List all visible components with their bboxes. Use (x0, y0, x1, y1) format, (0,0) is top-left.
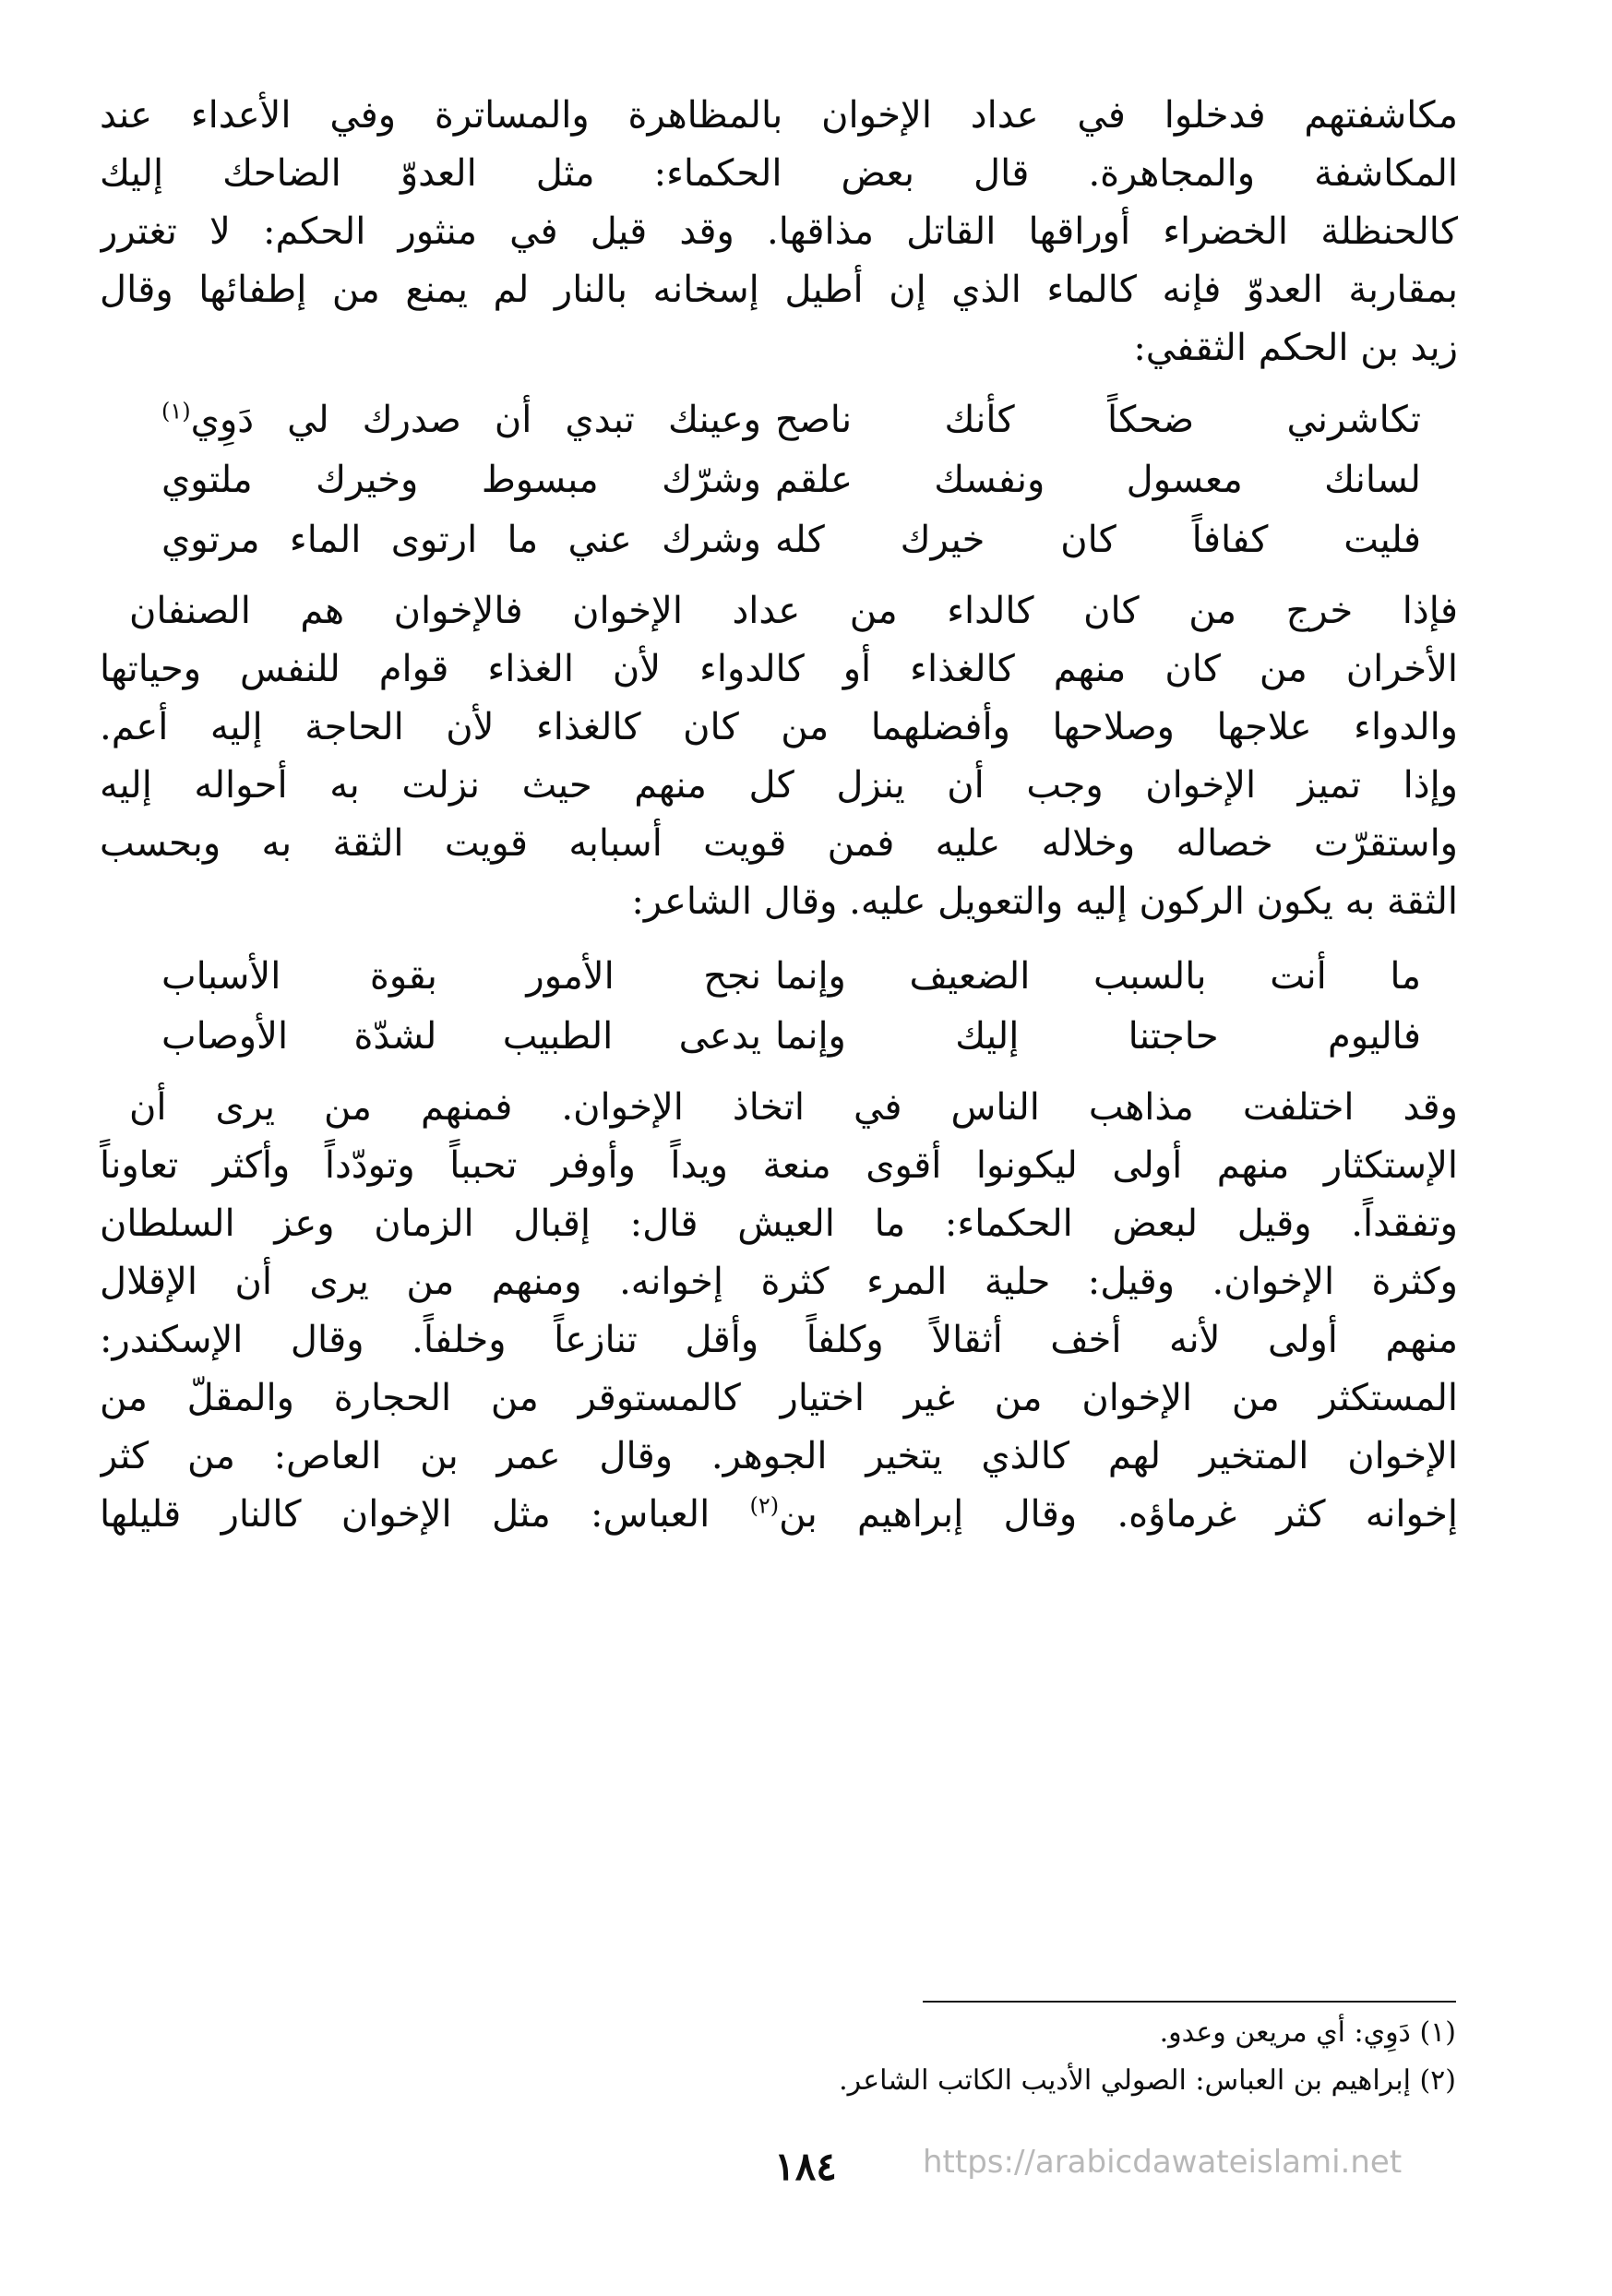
line-text: العباس: مثل الإخوان كالنار قليلها (100, 1493, 750, 1536)
verse-first-half: ما أنت بالسبب الضعيف وإنما (775, 955, 1421, 998)
paragraph-line: كالحنظلة الخضراء أوراقها القاتل مذاقها. وقد قيل في منثور الحكم: لا تغترر (100, 210, 1458, 253)
paragraph-line: المستكثر من الإخوان من غير اختيار كالمستوقر من الحجارة والمقلّ من (100, 1377, 1458, 1419)
paragraph-line: مكاشفتهم فدخلوا في عداد الإخوان بالمظاهرة والمساترة وفي الأعداء عند (100, 94, 1458, 137)
footnote-marker: (١) (161, 398, 191, 425)
page-number: ١٨٤ (774, 2144, 837, 2189)
paragraph-line: فإذا خرج من كان كالداء من عداد الإخوان فالإخوان هم الصنفان (129, 590, 1458, 632)
verse-second-half: نجح الأمور بقوة الأسباب (161, 955, 761, 998)
paragraph-line: واستقرّت خصاله وخلاله عليه فمن قويت أسبابه قويت الثقة به وبحسب (100, 822, 1458, 865)
paragraph-line: الأخران من كان منهم كالغذاء أو كالدواء لأن الغذاء قوام للنفس وحياتها (100, 648, 1458, 690)
footnote-divider (923, 2001, 1456, 2003)
verse-first-half: لسانك معسول ونفسك علقم (775, 459, 1421, 501)
verse-second-half: يدعى الطبيب لشدّة الأوصاب (161, 1015, 761, 1058)
paragraph-line: وكثرة الإخوان. وقيل: حلية المرء كثرة إخوانه. ومنهم من يرى أن الإقلال (100, 1261, 1458, 1303)
paragraph-line: منهم أولى لأنه أخف أثقالاً وكلفاً وأقل تنازعاً وخلفاً. وقال الإسكندر: (100, 1319, 1458, 1361)
paragraph-line: وقد اختلفت مذاهب الناس في اتخاذ الإخوان. فمنهم من يرى أن (129, 1086, 1458, 1129)
footnote: (٢) إبراهيم بن العباس: الصولي الأديب الكاتب الشاعر. (839, 2064, 1456, 2097)
verse-first-half: تكاشرني ضحكاً كأنك ناصح (775, 399, 1421, 441)
verse-first-half: فاليوم حاجتنا إليك وإنما (775, 1015, 1421, 1058)
verse-first-half: فليت كفافاً كان خيرك كله (775, 519, 1421, 561)
paragraph-line: والدواء علاجها وصلاحها وأفضلهما من كان كالغذاء لأن الحاجة إليه أعم. (100, 706, 1458, 748)
footnote: (١) دَوِي: أي مريعن وعدو. (1159, 2016, 1456, 2049)
paragraph-line (100, 1487, 1458, 1542)
paragraph-line: زيد بن الحكم الثقفي: (1133, 327, 1458, 369)
verse-second-half: وشرّك مبسوط وخيرك ملتوي (161, 459, 761, 501)
paragraph-line: وتفقداً. وقيل لبعض الحكماء: ما العيش قال: إقبال الزمان وعز السلطان (100, 1202, 1458, 1245)
paragraph-line: الإخوان المتخير لهم كالذي يتخير الجوهر. وقال عمر بن العاص: من كثر (100, 1435, 1458, 1477)
verse-text: وعينك تبدي أن صدرك لي دَوِي (190, 399, 761, 441)
paragraph-line: الإستكثار منهم أولى ليكونوا أقوى منعة ويداً وأوفر تحبباً وتودّداً وأكثر تعاوناً (100, 1144, 1458, 1187)
line-text: إخوانه كثر غرماؤه. وقال إبراهيم بن (779, 1493, 1458, 1536)
footnote-marker: (٢) (749, 1492, 780, 1519)
verse-second-half (161, 392, 761, 448)
paragraph-line: المكاشفة والمجاهرة. قال بعض الحكماء: مثل العدوّ الضاحك إليك (100, 152, 1458, 195)
paragraph-line: وإذا تميز الإخوان وجب أن ينزل كل منهم حيث نزلت به أحواله إليه (100, 764, 1458, 807)
verse-second-half: وشرك عني ما ارتوى الماء مرتوي (161, 519, 761, 561)
paragraph-line: بمقاربة العدوّ فإنه كالماء الذي إن أطيل إسخانه بالنار لم يمنع من إطفائها وقال (100, 269, 1458, 311)
watermark-url: https://arabicdawateislami.net (923, 2144, 1403, 2181)
paragraph-line: الثقة به يكون الركون إليه والتعويل عليه. وقال الشاعر: (631, 880, 1458, 923)
